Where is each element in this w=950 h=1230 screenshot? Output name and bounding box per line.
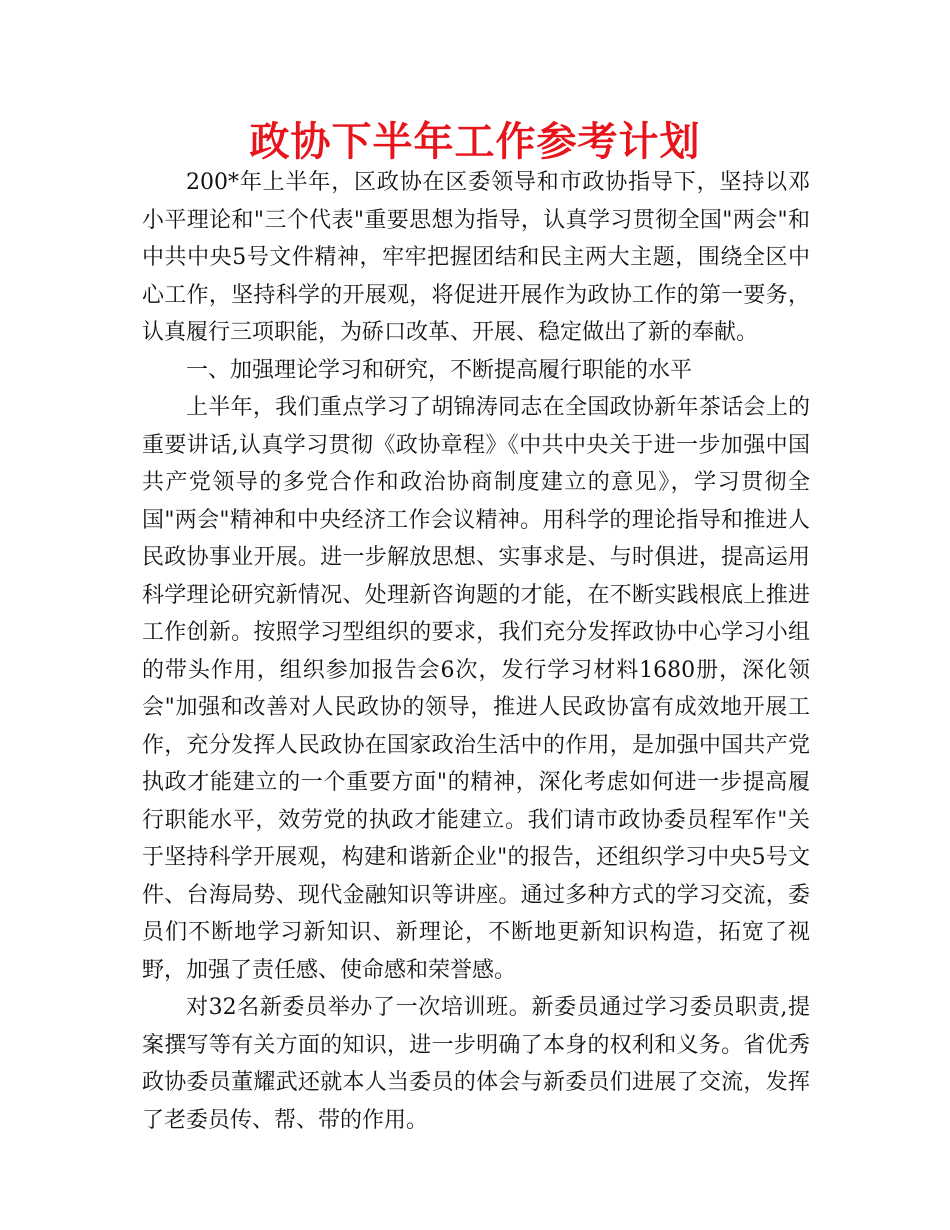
document-body	[142, 164, 810, 1139]
section-heading-1: 一、加强理论学习和研究，不断提高履行职能的水平	[186, 357, 693, 383]
paragraph-intro: 200*年上半年，区政协在区委领导和市政协指导下，坚持以邓小平理论和"三个代表"重要思想为指导，认真学习贯彻全国"两会"和中共中央5号文件精神，牢牢把握团结和民主两大主题，围绕全区中心工作，坚持科学的开展观，将促进开展作为政协工作的第一要务，认真履行三项职能，为硚口改革、开展、稳定做出了新的奉献。	[142, 170, 810, 345]
document-title: 政协下半年工作参考计划	[249, 119, 701, 165]
paragraph-study: 上半年，我们重点学习了胡锦涛同志在全国政协新年茶话会上的重要讲话,认真学习贯彻《政协章程》《中共中央关于进一步加强中国共产党领导的多党合作和政治协商制度建立的意见》，学习贯彻全国"两会"精神和中央经济工作会议精神。用科学的理论指导和推进人民政协事业开展。进一步解放思想、实事求是、与时俱进，提高运用科学理论研究新情况、处理新咨询题的才能，在不断实践根底上推进工作创新。按照学习型组织的要求，我们充分发挥政协中心学习小组的带头作用，组织参加报告会6次，发行学习材料1680册，深化领会"加强和改善对人民政协的领导，推进人民政协富有成效地开展工作，充分发挥人民政协在国家政治生活中的作用，是加强中国共产党执政才能建立的一个重要方面"的精神，深化考虑如何进一步提高履行职能水平，效劳党的执政才能建立。我们请市政协委员程军作"关于坚持科学开展观，构建和谐新企业"的报告，还组织学习中央5号文件、台海局势、现代金融知识等讲座。通过多种方式的学习交流，委员们不断地学习新知识、新理论，不断地更新知识构造，拓宽了视野，加强了责任感、使命感和荣誉感。	[142, 395, 810, 983]
paragraph-training: 对32名新委员举办了一次培训班。新委员通过学习委员职责,提案撰写等有关方面的知识，进一步明确了本身的权利和义务。省优秀政协委员董耀武还就本人当委员的体会与新委员们进展了交流，发挥了老委员传、帮、带的作用。	[142, 995, 810, 1133]
